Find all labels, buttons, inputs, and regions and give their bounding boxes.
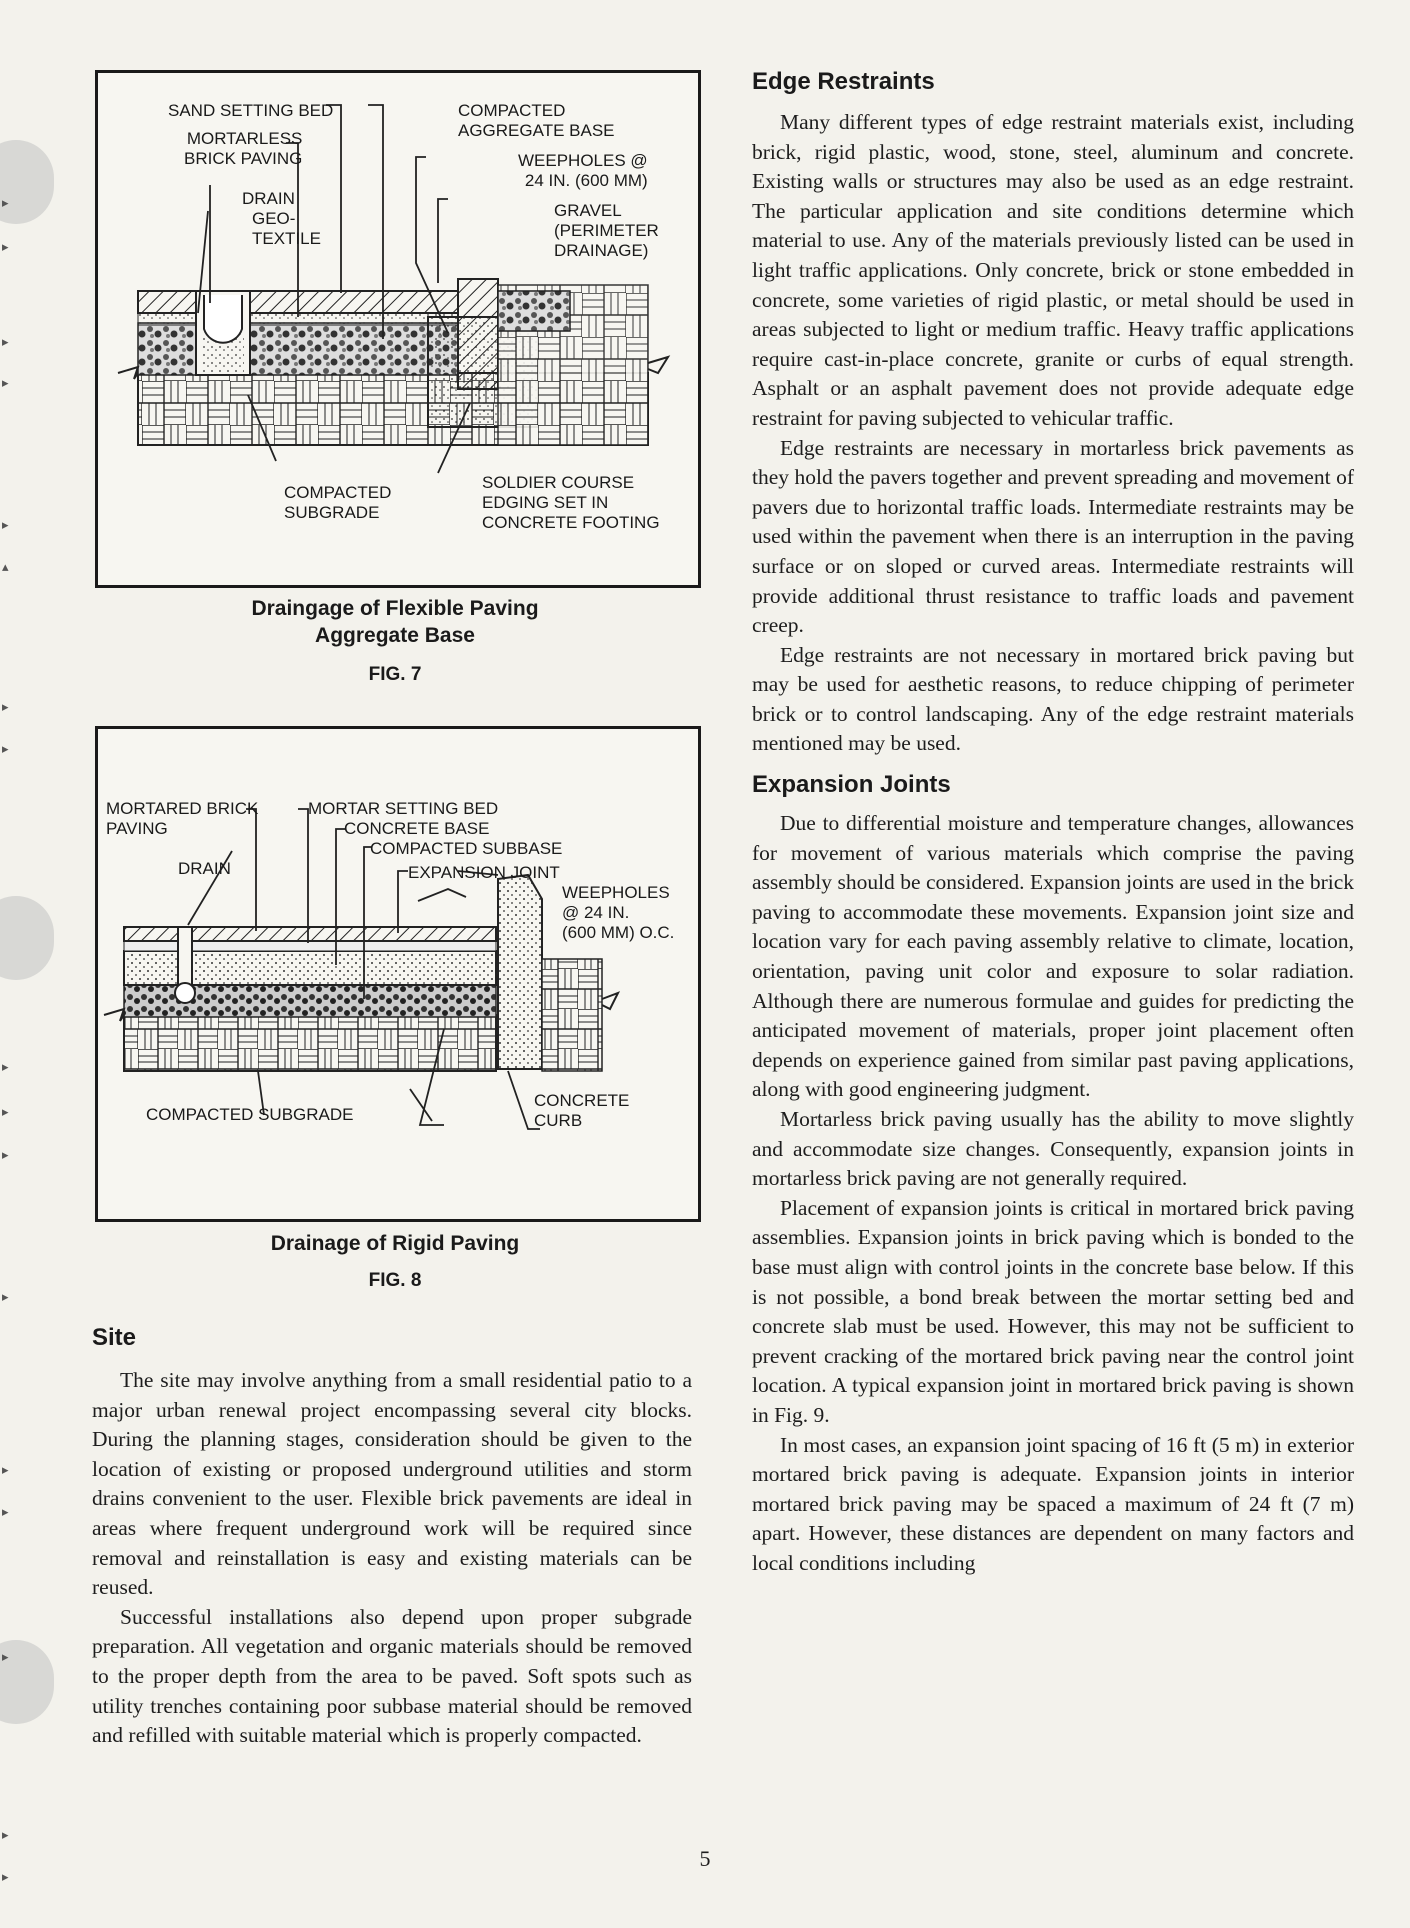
paragraph: Edge restraints are not necessary in mortared brick paving but may be used for aesthetic reasons, to reduce chipping of perimeter brick or to control landscaping. Any of the edge restraint materials mentioned may be used. [752, 642, 1354, 756]
margin-arrow-icon: ▸ [2, 742, 9, 757]
margin-arrow-icon: ▸ [2, 196, 9, 211]
binder-margin [0, 0, 20, 1928]
margin-arrow-icon: ▸ [2, 376, 9, 391]
label-drain: DRAIN [178, 859, 231, 878]
paragraph: Placement of expansion joints is critical in mortared brick paving assemblies. Expansion joints in brick paving which is bonded to the base must align with control joints in the concrete base below. If this is not possible, a bond break between the mortar setting bed and concrete slab must be used. However, this may not be sufficient to prevent cracking of the mortared brick paving near the control joint location. A typical expansion joint in mortared brick paving is shown in Fig. 9. [752, 1195, 1354, 1427]
label-gravel-perimeter-drainage: GRAVEL (PERIMETER DRAINAGE) [554, 201, 659, 260]
margin-arrow-icon: ▸ [2, 1463, 9, 1478]
figure-8-diagram [95, 726, 701, 1222]
figure-7-diagram [95, 70, 701, 588]
paragraph: Due to differential moisture and temperature changes, allowances for movement of various materials which comprise the paving assembly should be considered. Expansion joints are used in the brick paving to accommodate these movements. Expansion joint size and location vary for each paving assembly relative to climate, location, orientation, paving unit color and exposure to solar radiation. Although there are numerous formulae and guides for predicting the anticipated movement of materials, proper joint placement often depends on experience gained from similar past paving applications, along with good engineering judgment. [752, 811, 1354, 1102]
label-mortarless-brick-paving: MORTARLESS BRICK PAVING [184, 129, 303, 168]
margin-arrow-icon: ▴ [2, 560, 9, 575]
paragraph: Many different types of edge restraint materials exist, including brick, rigid plastic, wood, stone, steel, aluminum and concrete. Existing walls or structures may also be used as an edge restraint. The particular application and site conditions determine which material to use. Any of the materials previously listed can be used in light traffic applications. Only concrete, brick or stone embedded in concrete, some varieties of rigid plastic, or metal should be used in areas subjected to light or medium traffic. Heavy traffic applications require cast-in-place concrete, granite or curbs of equal strength. Asphalt or an asphalt pavement does not provide adequate edge restraint for paving subjected to vehicular traffic. [752, 110, 1354, 430]
margin-arrow-icon: ▸ [2, 1290, 9, 1305]
binder-tab [0, 896, 54, 980]
label-compacted-aggregate-base: COMPACTED AGGREGATE BASE [458, 101, 615, 140]
label-weepholes: WEEPHOLES @ 24 IN. (600 MM) [518, 151, 648, 190]
label-compacted-subgrade: COMPACTED SUBGRADE [284, 483, 392, 522]
paragraph: The site may involve anything from a small residential patio to a major urban renewal project encompassing several city blocks. During the planning stages, consideration should be given to the location of existing or proposed underground utilities and storm drains convenient to the user. Flexible brick pavements are ideal in areas where frequent underground work will be required since removal and reinstallation is easy and existing materials can be reused. [92, 1368, 692, 1600]
paragraph: In most cases, an expansion joint spacing of 16 ft (5 m) in exterior mortared brick paving is adequate. Expansion joints in interior mortared brick paving may be spaced a maximum of 24 ft (7 m) apart. However, these distances are dependent on many factors and local conditions including [752, 1432, 1354, 1575]
margin-arrow-icon: ▸ [2, 1505, 9, 1520]
label-drain: DRAIN [242, 189, 295, 208]
margin-arrow-icon: ▸ [2, 1148, 9, 1163]
left-column [92, 1322, 692, 1751]
margin-arrow-icon: ▸ [2, 335, 9, 350]
figure-7-caption: Draingage of Flexible Paving Aggregate Base [251, 597, 539, 647]
right-column [752, 66, 1354, 1579]
margin-arrow-icon: ▸ [2, 240, 9, 255]
label-soldier-course-edging: SOLDIER COURSE EDGING SET IN CONCRETE FOOTING [482, 473, 660, 532]
margin-arrow-icon: ▸ [2, 1060, 9, 1075]
label-geo-textile: GEO- TEXTILE [252, 209, 321, 248]
figure-8-number: FIG. 8 [368, 1270, 422, 1291]
label-sand-setting-bed: SAND SETTING BED [168, 101, 334, 120]
label-concrete-base: CONCRETE BASE [344, 819, 490, 838]
paragraph: Edge restraints are necessary in mortarless brick pavements as they hold the pavers together and prevent spreading and movement of pavers due to horizontal traffic loads. Intermediate restraints may be used within the pavement when there is an interruption in the paving surface or on sloped or curved areas. Intermediate restraints will provide additional thrust resistance to traffic loads and pavement creep. [752, 435, 1354, 638]
margin-arrow-icon: ▸ [2, 1870, 9, 1885]
paragraph: Successful installations also depend upon proper subgrade preparation. All vegetation and organic materials should be removed to the proper depth from the area to be paved. Soft spots such as utility trenches containing poor subbase material should be removed and refilled with suitable material which is properly compacted. [92, 1604, 692, 1748]
label-mortared-brick-paving: MORTARED BRICK PAVING [106, 799, 259, 838]
label-weepholes: WEEPHOLES @ 24 IN. (600 MM) O.C. [562, 883, 675, 942]
label-concrete-curb: CONCRETE CURB [534, 1091, 630, 1130]
section-heading-expansion-joints: Expansion Joints [752, 771, 951, 799]
margin-arrow-icon: ▸ [2, 1828, 9, 1843]
label-mortar-setting-bed: MORTAR SETTING BED [308, 799, 499, 818]
binder-tab [0, 140, 54, 224]
figure-7-number: FIG. 7 [368, 664, 422, 685]
section-heading-edge-restraints: Edge Restraints [752, 68, 935, 95]
margin-arrow-icon: ▸ [2, 1105, 9, 1120]
margin-arrow-icon: ▸ [2, 518, 9, 533]
label-compacted-subgrade: COMPACTED SUBGRADE [146, 1105, 354, 1124]
section-heading-site: Site [92, 1324, 137, 1351]
label-expansion-joint: EXPANSION JOINT [408, 863, 560, 882]
figure-8-caption: Drainage of Rigid Paving [270, 1232, 520, 1255]
margin-arrow-icon: ▸ [2, 700, 9, 715]
margin-arrow-icon: ▸ [2, 1650, 9, 1665]
page-number: 5 [699, 1846, 711, 1871]
label-compacted-subbase: COMPACTED SUBBASE [370, 839, 563, 858]
paragraph: Mortarless brick paving usually has the ability to move slightly and accommodate size changes. Consequently, expansion joints in mortarless brick paving are not generally required. [752, 1107, 1354, 1191]
